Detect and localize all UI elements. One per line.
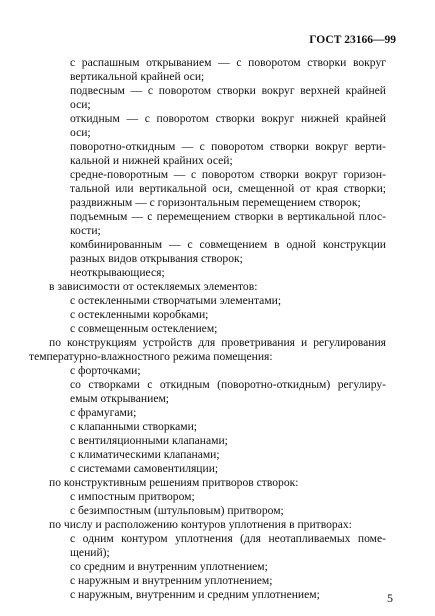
text-line: по конструктивным решениям притворов створок: bbox=[49, 476, 299, 489]
text-line: со створками с откидным (поворотно-откидным) регулиру- bbox=[70, 378, 386, 391]
text-line: температурно-влажностного режима помещения: bbox=[29, 350, 273, 363]
text-line: с одним контуром уплотнения (для неотапливаемых поме- bbox=[70, 532, 386, 545]
text-line: с наружным и внутренним уплотнением; bbox=[70, 574, 273, 587]
text-line: по числу и расположению контуров уплотнения в притворах: bbox=[49, 518, 352, 531]
text-line: с клапанными створками; bbox=[70, 420, 198, 433]
text-line: кости; bbox=[70, 224, 101, 237]
text-line: с остекленными створчатыми элементами; bbox=[70, 294, 282, 307]
text-line: со средним и внутренним уплотнением; bbox=[70, 560, 268, 573]
text-line: откидным — с поворотом створки вокруг нижней крайней bbox=[70, 112, 386, 125]
text-line: поворотно-откидным — с поворотом створки вокруг верти- bbox=[70, 140, 386, 153]
text-line: с климатическими клапанами; bbox=[70, 448, 220, 461]
text-line: разных видов открывания створок; bbox=[70, 252, 243, 265]
text-line: по конструкциям устройств для проветривания и регулирования bbox=[49, 336, 386, 349]
text-line: с наружным, внутренним и средним уплотнением; bbox=[70, 588, 320, 601]
text-line: раздвижным — с горизонтальным перемещением створок; bbox=[70, 196, 361, 209]
text-line: в зависимости от остекляемых элементов: bbox=[49, 280, 258, 293]
text-line: с вентиляционными клапанами; bbox=[70, 434, 228, 447]
text-line: средне-поворотным — с поворотом створки вокруг горизон- bbox=[70, 168, 386, 181]
text-line: тальной или вертикальной оси, смещенной от края створки; bbox=[70, 182, 386, 195]
text-line: с системами самовентиляции; bbox=[70, 462, 219, 475]
text-line: с совмещенным остеклением; bbox=[70, 322, 218, 335]
text-line: оси; bbox=[70, 126, 91, 139]
text-line: с форточками; bbox=[70, 364, 141, 377]
text-line: неоткрывающиеся; bbox=[70, 266, 165, 279]
text-line: подвесным — с поворотом створки вокруг верхней крайней bbox=[70, 84, 386, 97]
page-number: 5 bbox=[387, 591, 393, 605]
text-line: подъемным — с перемещением створки в вертикальной плос- bbox=[70, 210, 386, 223]
text-line: с импостным притвором; bbox=[70, 490, 195, 503]
text-line: с фрамугами; bbox=[70, 406, 137, 419]
text-line: с остекленными коробками; bbox=[70, 308, 209, 321]
text-line: кальной и нижней крайних осей; bbox=[70, 154, 233, 167]
text-line: емым открыванием; bbox=[70, 392, 170, 405]
text-line: с распашным открыванием — с поворотом створки вокруг bbox=[70, 56, 386, 69]
text-line: комбинированным — с совмещением в одной конструкции bbox=[70, 238, 386, 251]
text-line: с безимпостным (штульповым) притвором; bbox=[70, 504, 284, 517]
text-line: вертикальной крайней оси; bbox=[70, 70, 205, 83]
text-line: щений); bbox=[70, 546, 110, 559]
standard-code: ГОСТ 23166—99 bbox=[309, 34, 396, 46]
text-line: оси; bbox=[70, 98, 91, 111]
